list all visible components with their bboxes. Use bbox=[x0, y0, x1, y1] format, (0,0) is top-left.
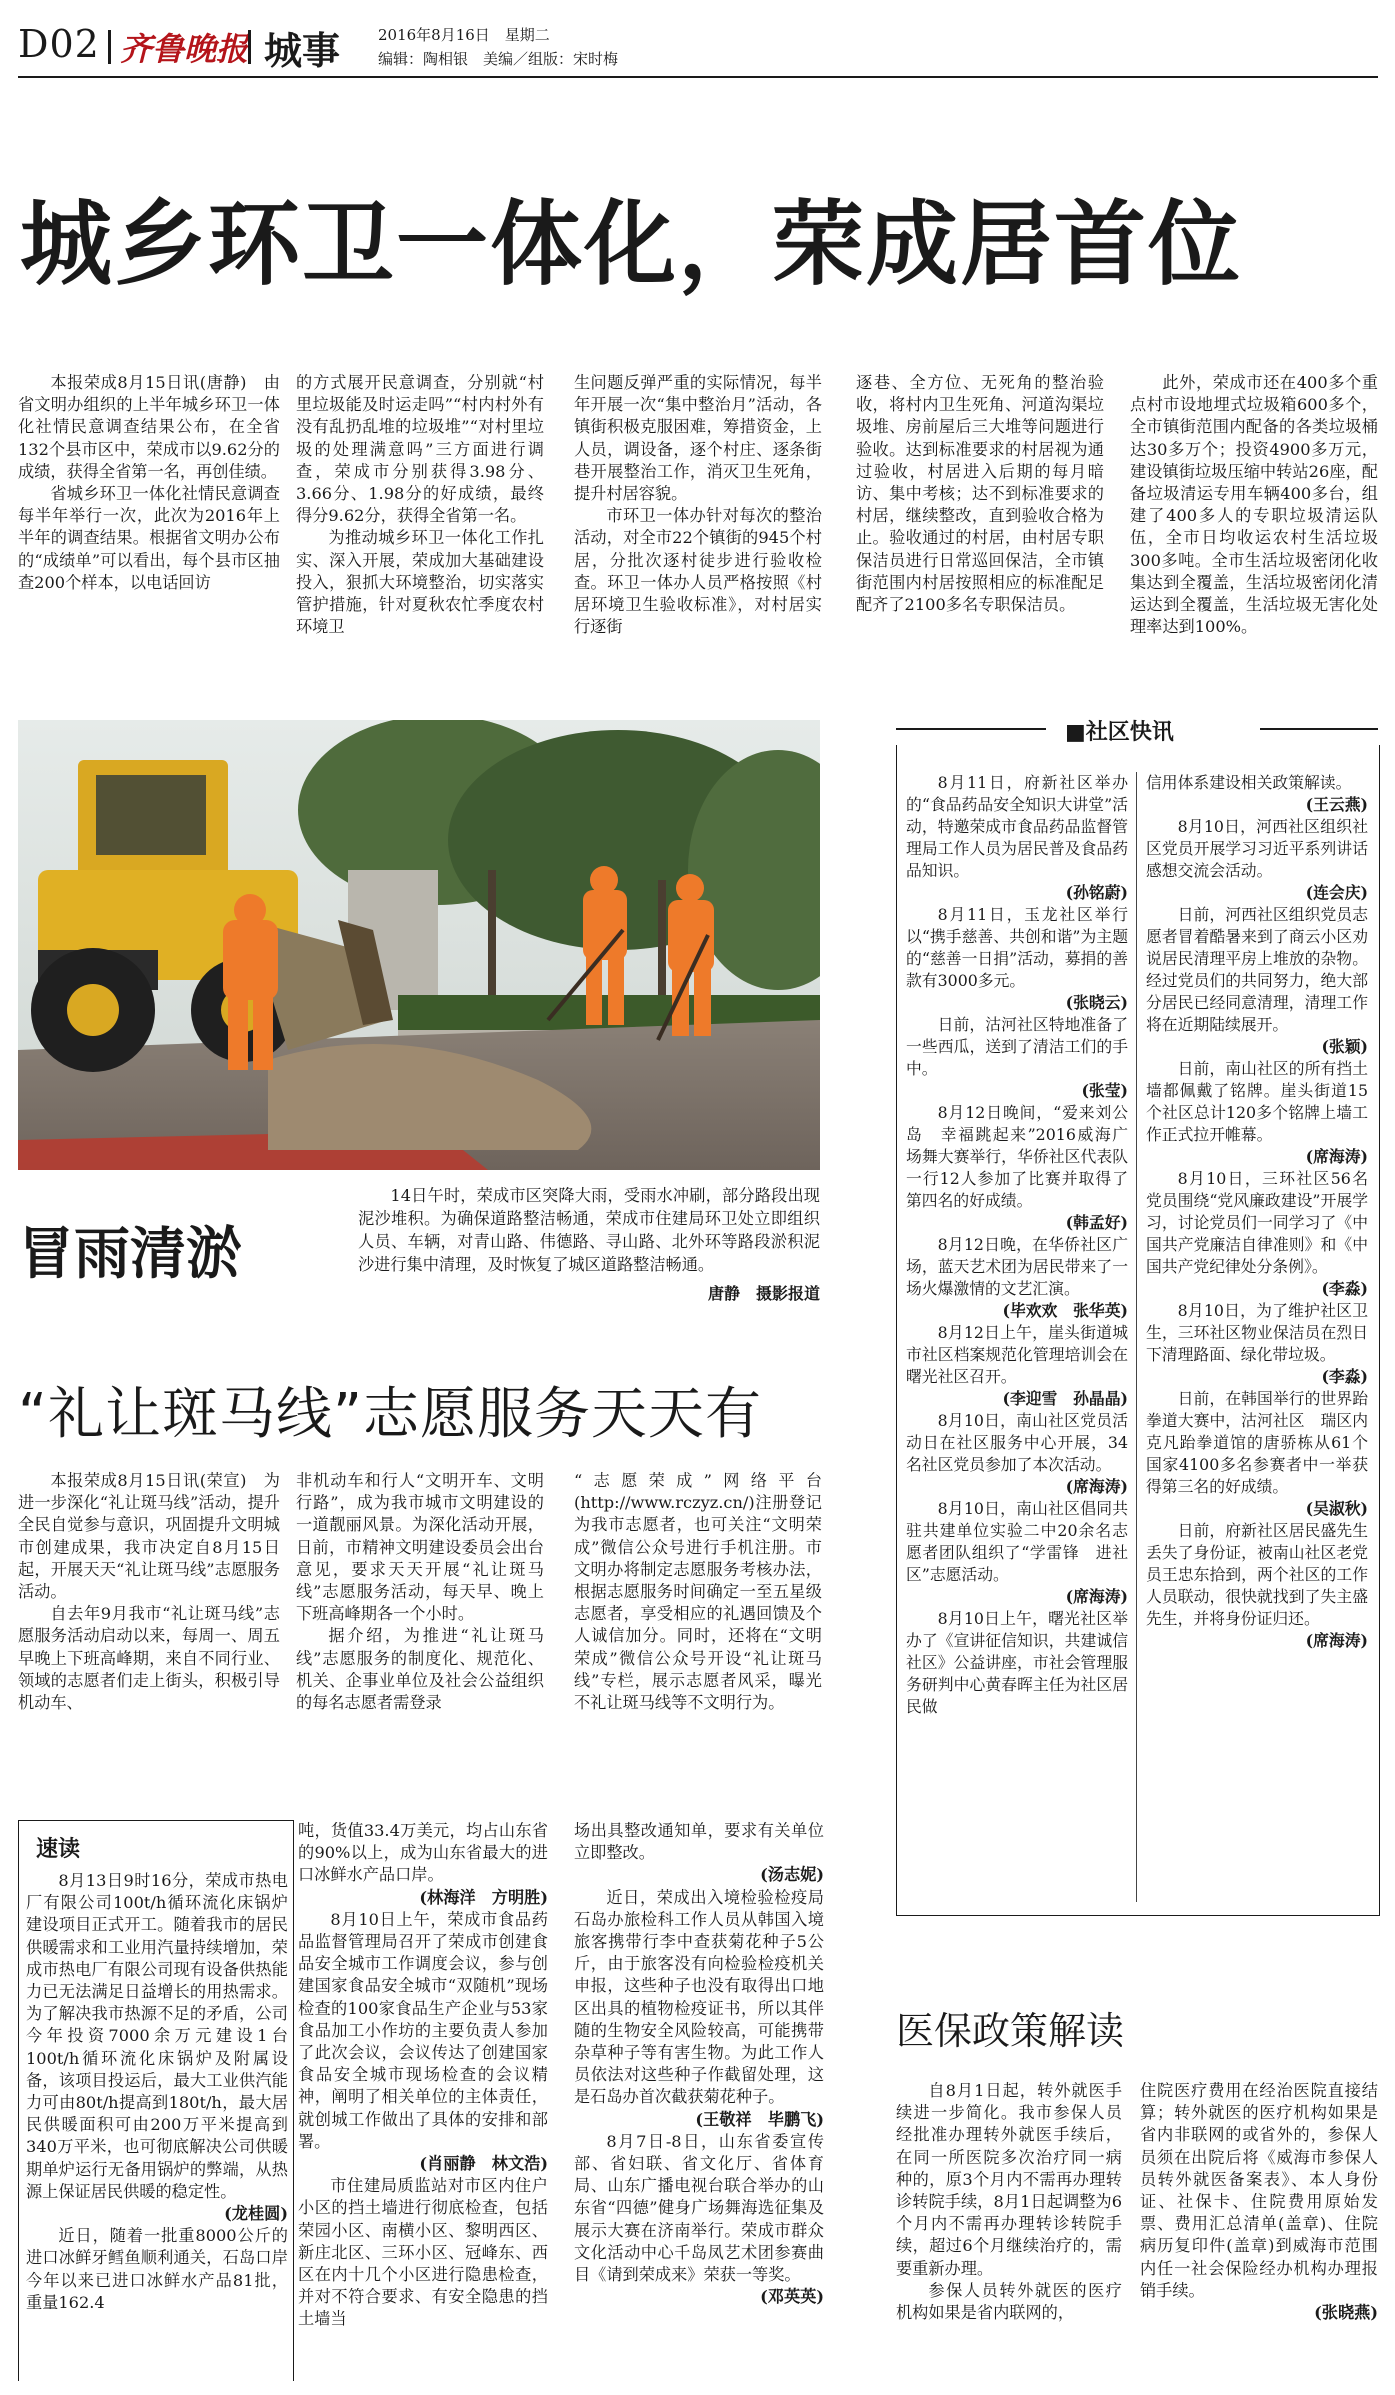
community-byline: (席海涛) bbox=[1305, 1631, 1368, 1650]
zebra-paragraph: 本报荣成8月15日讯(荣宣) 为进一步深化“礼让斑马线”活动，提升全民自觉参与意识，巩固提升文明城市创建成果，我市决定自8月15日起，开展天天“礼让斑马线”志愿服务活动。 bbox=[18, 1471, 280, 1602]
community-col-right bbox=[1146, 772, 1368, 1907]
lead-paragraph: 逐巷、全方位、无死角的整治验收，将村内卫生死角、河道沟渠垃圾堆、房前屋后三大堆等问题进行验收。达到标准要求的村居视为通过验收，村居进入后期的每月暗访、集中考核；达不到标准要求的村居，继续整改，直到验收合格为止。验收通过的村居，由村居专职保洁员进行日常巡回保洁，全市镇街范围内村居按照相应的标准配足配齐了2100多名专职保洁员。 bbox=[856, 373, 1104, 615]
community-byline: (李淼) bbox=[1321, 1367, 1368, 1386]
lead-paragraph: 生问题反弹严重的实际情况，每半年开展一次“集中整治月”活动，各镇街积极克服困难，筹措资金，上人员，调设备，逐个村庄、逐条街巷开展整治工作，消灭卫生死角，提升村居容貌。 bbox=[574, 373, 822, 504]
community-news-title: ■社区快讯 bbox=[1055, 715, 1184, 746]
community-rule bbox=[896, 728, 1046, 730]
lead-article-col2 bbox=[296, 372, 544, 702]
medical-col1 bbox=[896, 2080, 1122, 2380]
community-item: 8月12日上午，崖头街道城市社区档案规范化管理培训会在曙光社区召开。 bbox=[906, 1323, 1128, 1386]
digest-item: 8月10日上午，荣成市食品药品监督管理局召开了荣成市创建食品安全城市工作调度会议，参与创建国家食品安全城市“双随机”现场检查的100家食品生产企业与53家食品加工小作坊的主要负责人参加了此次会议，会议传达了创建国家食品安全城市现场检查的会议精神，阐明了相关单位的主体责任，就创城工作做出了具体的安排和部署。 bbox=[298, 1909, 548, 2151]
lead-paragraph: 此外，荣成市还在400多个重点村市设地埋式垃圾箱600多个，全市镇街范围内配备的各类垃圾桶达30多万个；投资4900多万元，建设镇街垃圾压缩中转站26座，配备垃圾清运专用车辆400多台，组建了400多人的专职垃圾清运队伍，全市日均收运农村生活垃圾300多吨。全市生活垃圾密闭化收集达到全覆盖，生活垃圾密闭化清运达到全覆盖，生活垃圾无害化处理率达到100%。 bbox=[1130, 373, 1378, 637]
header-divider bbox=[248, 30, 251, 64]
community-item: 8月10日，南山社区党员活动日在社区服务中心开展，34名社区党员参加了本次活动。 bbox=[906, 1411, 1128, 1474]
section-name: 城事 bbox=[264, 29, 341, 73]
lead-article-col1 bbox=[18, 372, 280, 702]
medical-paragraph: 住院医疗费用在经治医院直接结算；转外就医的医疗机构如果是省内非联网的或省外的，参保人员须在出院后将《威海市参保人员转外就医备案表》、本人身份证、社保卡、住院费用原始发票、费用汇总清单(盖章)、住院病历复印件(盖章)到威海市范围内任一社会保险经办机构办理报销手续。 bbox=[1140, 2081, 1378, 2300]
community-byline: (席海涛) bbox=[1065, 1587, 1128, 1606]
zebra-paragraph: 自去年9月我市“礼让斑马线”志愿服务活动启动以来，每周一、周五早晚上下班高峰期，来自不同行业、领域的志愿者们走上街头，积极引导机动车、 bbox=[18, 1604, 280, 1713]
community-byline: (李迎雪 孙晶晶) bbox=[1002, 1389, 1128, 1408]
zebra-col1 bbox=[18, 1470, 280, 1795]
community-item: 8月12日晚间，“爱来刘公岛 幸福跳起来”2016威海广场舞大赛举行，华侨社区代表队一行12人参加了比赛并取得了第四名的好成绩。 bbox=[906, 1103, 1128, 1210]
zebra-headline: “礼让斑马线”志愿服务天天有 bbox=[18, 1382, 763, 1447]
community-byline: (孙铭蔚) bbox=[1065, 883, 1128, 902]
community-byline: (张颖) bbox=[1321, 1037, 1368, 1056]
community-item: 8月10日，为了维护社区卫生，三环社区物业保洁员在烈日下清理路面、绿化带垃圾。 bbox=[1146, 1301, 1368, 1364]
newspaper-logo: 齐鲁晚报 bbox=[120, 30, 249, 68]
digest-item: 近日，荣成出入境检验检疫局石岛办旅检科工作人员从韩国入境旅客携带行李中查获菊花种子5公斤，由于旅客没有向检验检疫机关申报，这些种子也没有取得出口地区出具的植物检疫证书，所以其伴随的生物安全风险较高，可能携带杂草种子等有害生物。为此工作人员依法对这些种子作截留处理，这是石岛办首次截获菊花种子。 bbox=[574, 1887, 824, 2107]
digest-byline: (王敬祥 毕鹏飞) bbox=[695, 2109, 824, 2129]
lead-paragraph: 市环卫一体办针对每次的整治活动，对全市22个镇街的945个村居，分批次逐村徒步进行验收检查。环卫一体办人员严格按照《村居环境卫生验收标准》，对村居实行逐街 bbox=[574, 506, 822, 637]
lead-paragraph: 本报荣成8月15日讯(唐静) 由省文明办组织的上半年城乡环卫一体化社情民意调查结果公布，在全省132个县市区中，荣成市以9.62分的成绩，获得全省第一名，再创佳绩。 bbox=[18, 373, 280, 481]
digest-byline: (邓英英) bbox=[760, 2287, 824, 2307]
medical-byline: (张晓燕) bbox=[1314, 2303, 1378, 2323]
community-rule bbox=[1260, 728, 1378, 730]
community-item: 8月10日上午，曙光社区举办了《宣讲征信知识，共建诚信社区》公益讲座，市社会管理服务研判中心黄春晖主任为社区居民做 bbox=[906, 1609, 1128, 1716]
digest-col2 bbox=[298, 1820, 548, 2388]
community-byline: (吴淑秋) bbox=[1305, 1499, 1368, 1518]
community-byline: (连会庆) bbox=[1305, 883, 1368, 902]
photo-credit: 唐静 摄影报道 bbox=[707, 1284, 820, 1303]
photo-caption bbox=[358, 1184, 820, 1276]
community-item: 日前，府新社区居民盛先生丢失了身份证，被南山社区老党员王忠东拾到，两个社区的工作人员联动，很快就找到了失主盛先生，并将身份证归还。 bbox=[1146, 1521, 1368, 1628]
community-item: 日前，在韩国举行的世界跆拳道大赛中，沽河社区 瑞区内克凡跆拳道馆的唐骄栋从61个国家4100多名参赛者中一举获得第三名的好成绩。 bbox=[1146, 1389, 1368, 1496]
community-byline: (李淼) bbox=[1321, 1279, 1368, 1298]
digest-item: 8月13日9时16分，荣成市热电厂有限公司100t/h循环流化床锅炉建设项目正式开工。随着我市的居民供暖需求和工业用汽量持续增加，荣成市热电厂有限公司现有设备供热能力已无法满足日益增长的用热需求。为了解决我市热源不足的矛盾，公司今年投资7000余万元建设1台100t/h循环流化床锅炉及附属设备，该项目投运后，最大工业供汽能力可由80t/h提高到180t/h，最大居民供暖面积可由200万平米提高到340万平米，也可彻底解决公司供暖期单炉运行无备用锅炉的弊端，从热源上保证居民供暖的稳定性。 bbox=[26, 1871, 288, 2201]
photo-title: 冒雨清淤 bbox=[18, 1222, 242, 1287]
zebra-paragraph: 据介绍，为推进“礼让斑马线”志愿服务的制度化、规范化、机关、企事业单位及社会公益组织的每名志愿者需登录 bbox=[296, 1626, 544, 1713]
community-byline: (毕欢欢 张华英) bbox=[1002, 1301, 1128, 1320]
lead-paragraph: 省城乡环卫一体化社情民意调查每半年举行一次，此次为2016年上半年的调查结果。根据省文明办公布的“成绩单”可以看出，每个县市区抽查200个样本，以电话回访 bbox=[18, 484, 280, 592]
digest-col3 bbox=[574, 1820, 824, 2388]
header-rule bbox=[18, 76, 1378, 78]
community-byline: (席海涛) bbox=[1305, 1147, 1368, 1166]
digest-title: 速读 bbox=[36, 1837, 81, 1862]
main-headline: 城乡环卫一体化，荣成居首位 bbox=[20, 191, 1243, 298]
digest-col1 bbox=[26, 1870, 288, 2388]
digest-byline: (龙桂圆) bbox=[224, 2204, 288, 2224]
lead-paragraph: 的方式展开民意调查，分别就“村里垃圾能及时运走吗”“村内村外有没有乱扔乱堆的垃圾堆”“对村里垃圾的处理满意吗”三方面进行调查，荣成市分别获得3.98分、3.66分、1.98分的好成绩，最终得分9.62分，获得全省第一名。 bbox=[296, 373, 544, 526]
community-item: 8月12日晚，在华侨社区广场，蓝天艺术团为居民带来了一场火爆激情的文艺汇演。 bbox=[906, 1235, 1128, 1298]
medical-paragraph: 参保人员转外就医的医疗机构如果是省内联网的， bbox=[896, 2280, 1122, 2323]
zebra-paragraph: 非机动车和行人“文明开车、文明行路”，成为我市城市文明建设的一道靓丽风景。为深化活动开展，日前，市精神文明建设委员会出台意见，要求天天开展“礼让斑马线”志愿服务活动，每天早、晚上下班高峰期各一个小时。 bbox=[296, 1471, 544, 1624]
lead-article-col3 bbox=[574, 372, 822, 702]
community-item: 8月11日，府新社区举办的“食品药品安全知识大讲堂”活动，特邀荣成市食品药品监督管理局工作人员为居民普及食品药品知识。 bbox=[906, 773, 1128, 880]
community-byline: (张莹) bbox=[1081, 1081, 1128, 1100]
medical-paragraph: 自8月1日起，转外就医手续进一步简化。我市参保人员经批准办理转外就医手续后，在同一所医院多次治疗同一病种的，原3个月内不需再办理转诊转院手续，8月1日起调整为6个月内不需再办理转诊转院手续，超过6个月继续治疗的，需要重新办理。 bbox=[896, 2081, 1122, 2278]
photo-caption-text: 14日午时，荣成市区突降大雨，受雨水冲刷，部分路段出现泥沙堆积。为确保道路整洁畅通，荣成市住建局环卫处立即组织人员、车辆，对青山路、伟德路、寻山路、北外环等路段淤积泥沙进行集中清理，及时恢复了城区道路整洁畅通。 bbox=[358, 1186, 820, 1274]
community-col-left bbox=[906, 772, 1128, 1907]
digest-byline: (汤志妮) bbox=[760, 1865, 824, 1885]
medical-col2 bbox=[1140, 2080, 1378, 2380]
digest-item: 8月7日-8日，山东省委宣传部、省妇联、省文化厅、省体育局、山东广播电视台联合举办的山东省“四德”健身广场舞海选征集及展示大赛在济南举行。荣成市群众文化活动中心千岛凤艺术团参赛曲目《请到荣成来》荣获一等奖。 bbox=[574, 2131, 824, 2285]
zebra-col3 bbox=[574, 1470, 822, 1795]
community-byline: (王云燕) bbox=[1305, 795, 1368, 814]
digest-item: 近日，随着一批重8000公斤的进口冰鲜牙鳕鱼顺利通关，石岛口岸今年以来已进口冰鲜水产品81批，重量162.4 bbox=[26, 2226, 288, 2312]
digest-byline: (林海洋 方明胜) bbox=[419, 1887, 548, 1907]
date-line: 2016年8月16日 星期二 bbox=[378, 26, 550, 44]
zebra-col2 bbox=[296, 1470, 544, 1795]
lead-article-col5 bbox=[1130, 372, 1378, 702]
community-item: 8月11日，玉龙社区举行以“携手慈善、共创和谐”为主题的“慈善一日捐”活动，募捐的善款有3000多元。 bbox=[906, 905, 1128, 990]
header-divider bbox=[108, 30, 111, 64]
community-byline: (韩孟好) bbox=[1065, 1213, 1128, 1232]
digest-byline: (肖丽静 林文浩) bbox=[419, 2154, 548, 2174]
community-item: 日前，南山社区的所有挡土墙都佩戴了铭牌。崖头街道15个社区总计120多个铭牌上墙工作正式拉开帷幕。 bbox=[1146, 1059, 1368, 1144]
community-item: 8月10日，南山社区倡同共驻共建单位实验二中20余名志愿者团队组织了“学雷锋 进社区”志愿活动。 bbox=[906, 1499, 1128, 1584]
lead-paragraph: 为推动城乡环卫一体化工作扎实、深入开展，荣成加大基础建设投入，狠抓大环境整治，切实落实管护措施，针对夏秋农忙季度农村环境卫 bbox=[296, 528, 544, 637]
lead-article-col4 bbox=[856, 372, 1104, 702]
digest-item: 场出具整改通知单，要求有关单位立即整改。 bbox=[574, 1821, 824, 1863]
digest-item: 吨，货值33.4万美元，均占山东省的90%以上，成为山东省最大的进口冰鲜水产品口岸。 bbox=[298, 1821, 548, 1885]
community-item: 日前，河西社区组织党员志愿者冒着酷暑来到了商云小区劝说居民清理平房上堆放的杂物。经过党员们的共同努力，绝大部分居民已经同意清理，清理工作将在近期陆续展开。 bbox=[1146, 905, 1368, 1034]
community-byline: (张晓云) bbox=[1065, 993, 1128, 1012]
community-byline: (席海涛) bbox=[1065, 1477, 1128, 1496]
page-number: D02 bbox=[18, 22, 100, 66]
community-divider bbox=[1136, 772, 1137, 1902]
medical-policy-title: 医保政策解读 bbox=[896, 2009, 1125, 2053]
editor-line: 编辑：陶相银 美编／组版：宋时梅 bbox=[378, 50, 619, 68]
street-cleaning-photo bbox=[18, 720, 820, 1170]
community-item: 信用体系建设相关政策解读。 bbox=[1146, 773, 1352, 792]
community-item: 日前，沽河社区特地准备了一些西瓜，送到了清洁工们的手中。 bbox=[906, 1015, 1128, 1078]
digest-item: 市住建局质监站对市区内住户小区的挡土墙进行彻底检查，包括荣园小区、南横小区、黎明西区、新庄北区、三环小区、冠峰东、西区在内十几个小区进行隐患检查，并对不符合要求、有安全隐患的挡土墙当 bbox=[298, 2176, 548, 2329]
community-item: 8月10日，河西社区组织社区党员开展学习习近平系列讲话感想交流会活动。 bbox=[1146, 817, 1368, 880]
zebra-paragraph: “志愿荣成”网络平台(http://www.rczyz.cn/)注册登记为我市志愿者，也可关注“文明荣成”微信公众号进行手机注册。市文明办将制定志愿服务考核办法，根据志愿服务时间确定一至五星级志愿者，享受相应的礼遇回馈及个人诚信加分。同时，还将在“文明荣成”微信公众号开设“礼让斑马线”专栏，展示志愿者风采，曝光不礼让斑马线等不文明行为。 bbox=[574, 1471, 822, 1713]
community-item: 8月10日，三环社区56名党员围绕“党风廉政建设”开展学习，讨论党员们一同学习了《中国共产党廉洁自律准则》和《中国共产党纪律处分条例》。 bbox=[1146, 1169, 1368, 1276]
